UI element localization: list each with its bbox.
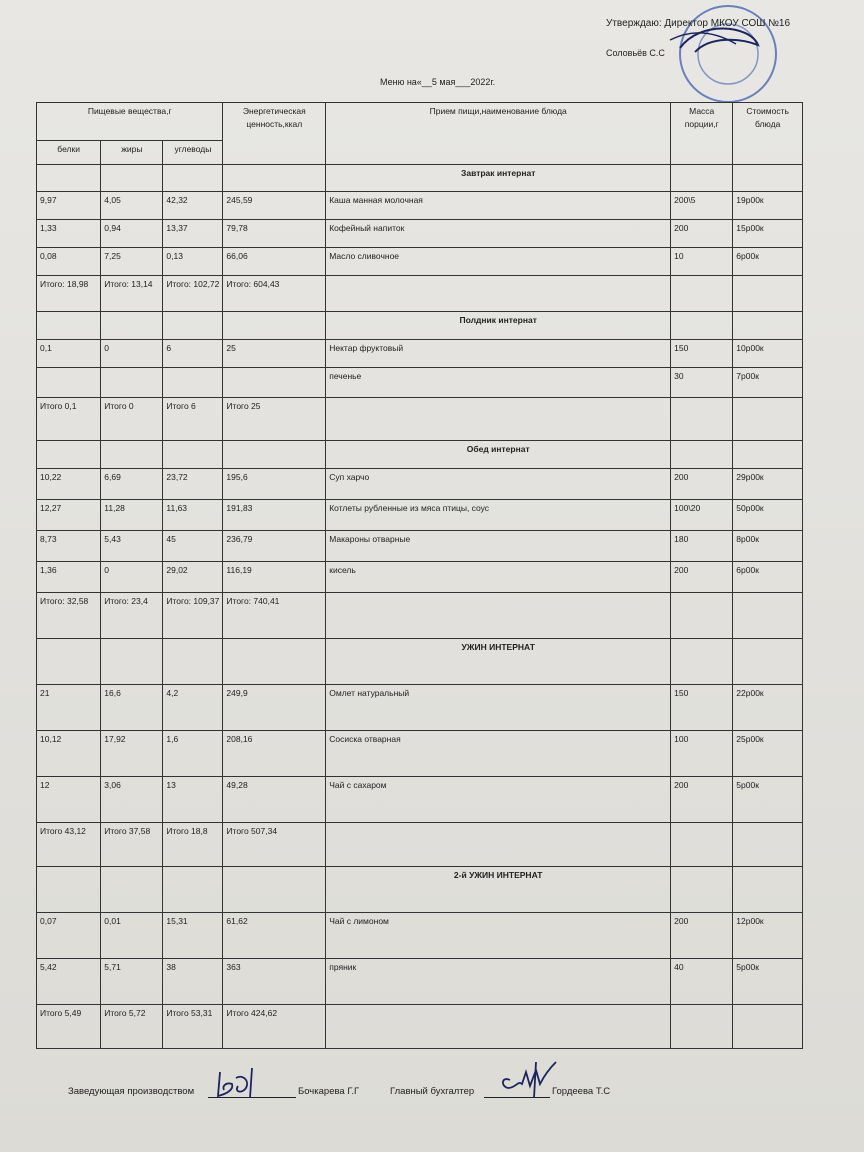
accountant-label: Главный бухгалтер <box>390 1086 475 1097</box>
total-row <box>37 276 803 312</box>
empty-cell <box>223 639 326 685</box>
table-row <box>37 731 803 777</box>
mass-cell: 200\5 <box>671 192 733 220</box>
menu-title: Меню на«__5 мая___2022г. <box>380 77 496 87</box>
dish-name-cell: Каша манная молочная <box>326 192 671 220</box>
dish-name-cell: Чай с сахаром <box>326 777 671 823</box>
empty-cell <box>37 441 101 469</box>
fats-cell: 5,43 <box>101 531 163 562</box>
empty-cell <box>163 639 223 685</box>
total-proteins-cell: Итого: 32,58 <box>37 593 101 639</box>
carbs-cell: 42,32 <box>163 192 223 220</box>
total-fats-cell: Итого: 13,14 <box>101 276 163 312</box>
table-row <box>37 685 803 731</box>
carbs-cell: 45 <box>163 531 223 562</box>
proteins-cell: 10,12 <box>37 731 101 777</box>
empty-cell <box>671 867 733 913</box>
total-proteins-cell: Итого 0,1 <box>37 398 101 441</box>
section-title: Завтрак интернат <box>326 165 671 192</box>
carbs-cell: 23,72 <box>163 469 223 500</box>
carbs-cell: 6 <box>163 340 223 368</box>
carbs-header: углеводы <box>163 141 223 165</box>
section-title-row <box>37 312 803 340</box>
empty-cell <box>733 398 803 441</box>
total-energy-cell: Итого 424,62 <box>223 1005 326 1049</box>
proteins-cell: 8,73 <box>37 531 101 562</box>
fats-cell: 0,01 <box>101 913 163 959</box>
total-energy-cell: Итого 25 <box>223 398 326 441</box>
empty-cell <box>733 312 803 340</box>
mass-cell: 10 <box>671 248 733 276</box>
total-fats-cell: Итого: 23,4 <box>101 593 163 639</box>
nutrients-header: Пищевые вещества,г <box>37 103 223 141</box>
empty-cell <box>101 441 163 469</box>
price-cell: 8р00к <box>733 531 803 562</box>
carbs-cell: 11,63 <box>163 500 223 531</box>
empty-cell <box>223 441 326 469</box>
section-title: Обед интернат <box>326 441 671 469</box>
mass-cell: 150 <box>671 685 733 731</box>
empty-cell <box>733 276 803 312</box>
fats-cell: 16,6 <box>101 685 163 731</box>
empty-cell <box>163 441 223 469</box>
mass-cell: 180 <box>671 531 733 562</box>
dish-name-cell: кисель <box>326 562 671 593</box>
energy-cell: 61,62 <box>223 913 326 959</box>
head-signature <box>212 1064 272 1104</box>
energy-cell: 116,19 <box>223 562 326 593</box>
empty-cell <box>671 823 733 867</box>
total-fats-cell: Итого 0 <box>101 398 163 441</box>
total-proteins-cell: Итого: 18,98 <box>37 276 101 312</box>
dish-name-cell: печенье <box>326 368 671 398</box>
price-cell: 6р00к <box>733 248 803 276</box>
fats-cell: 0 <box>101 340 163 368</box>
table-row <box>37 220 803 248</box>
empty-cell <box>733 867 803 913</box>
energy-cell: 66,06 <box>223 248 326 276</box>
empty-cell <box>326 1005 671 1049</box>
empty-cell <box>101 165 163 192</box>
proteins-cell <box>37 368 101 398</box>
energy-cell: 363 <box>223 959 326 1005</box>
empty-cell <box>733 441 803 469</box>
proteins-cell: 1,33 <box>37 220 101 248</box>
empty-cell <box>101 312 163 340</box>
dish-name-cell: Кофейный напиток <box>326 220 671 248</box>
mass-cell: 200 <box>671 777 733 823</box>
table-header-row <box>37 103 803 141</box>
section-title: Полдник интернат <box>326 312 671 340</box>
total-carbs-cell: Итого 53,31 <box>163 1005 223 1049</box>
total-fats-cell: Итого 5,72 <box>101 1005 163 1049</box>
mass-cell: 200 <box>671 913 733 959</box>
table-row <box>37 531 803 562</box>
empty-cell <box>671 276 733 312</box>
mass-header: Масса порции,г <box>671 103 733 165</box>
energy-cell: 245,59 <box>223 192 326 220</box>
price-cell: 10р00к <box>733 340 803 368</box>
section-title-row <box>37 441 803 469</box>
section-title: УЖИН ИНТЕРНАТ <box>326 639 671 685</box>
fats-cell: 7,25 <box>101 248 163 276</box>
proteins-cell: 0,08 <box>37 248 101 276</box>
dish-name-cell: Макароны отварные <box>326 531 671 562</box>
proteins-cell: 12 <box>37 777 101 823</box>
menu-table <box>36 102 803 1049</box>
section-title-row <box>37 867 803 913</box>
carbs-cell: 0,13 <box>163 248 223 276</box>
table-row <box>37 340 803 368</box>
dish-name-cell: Сосиска отварная <box>326 731 671 777</box>
table-row <box>37 959 803 1005</box>
accountant-name: Гордеева Т.С <box>552 1086 611 1097</box>
empty-cell <box>326 276 671 312</box>
empty-cell <box>101 639 163 685</box>
dish-name-cell: Суп харчо <box>326 469 671 500</box>
proteins-cell: 5,42 <box>37 959 101 1005</box>
director-name: Соловьёв С.С <box>606 48 665 58</box>
fats-cell: 11,28 <box>101 500 163 531</box>
carbs-cell: 38 <box>163 959 223 1005</box>
empty-cell <box>37 165 101 192</box>
empty-cell <box>163 867 223 913</box>
energy-cell: 208,16 <box>223 731 326 777</box>
table-row <box>37 562 803 593</box>
price-cell: 5р00к <box>733 777 803 823</box>
section-title: 2-й УЖИН ИНТЕРНАТ <box>326 867 671 913</box>
total-energy-cell: Итого: 740,41 <box>223 593 326 639</box>
mass-cell: 40 <box>671 959 733 1005</box>
total-proteins-cell: Итого 5,49 <box>37 1005 101 1049</box>
empty-cell <box>37 639 101 685</box>
dish-name-cell: Котлеты рубленные из мяса птицы, соус <box>326 500 671 531</box>
empty-cell <box>671 1005 733 1049</box>
fats-cell: 17,92 <box>101 731 163 777</box>
proteins-cell: 10,22 <box>37 469 101 500</box>
mass-cell: 200 <box>671 562 733 593</box>
energy-cell: 195,6 <box>223 469 326 500</box>
empty-cell <box>671 398 733 441</box>
empty-cell <box>37 867 101 913</box>
fats-cell: 5,71 <box>101 959 163 1005</box>
empty-cell <box>671 441 733 469</box>
mass-cell: 200 <box>671 220 733 248</box>
empty-cell <box>101 867 163 913</box>
mass-cell: 150 <box>671 340 733 368</box>
total-carbs-cell: Итого 6 <box>163 398 223 441</box>
fats-header: жиры <box>101 141 163 165</box>
proteins-cell: 12,27 <box>37 500 101 531</box>
table-row <box>37 368 803 398</box>
empty-cell <box>163 312 223 340</box>
empty-cell <box>733 639 803 685</box>
total-energy-cell: Итого: 604,43 <box>223 276 326 312</box>
price-cell: 19р00к <box>733 192 803 220</box>
table-row <box>37 192 803 220</box>
head-label: Заведующая производством <box>68 1086 195 1097</box>
empty-cell <box>733 1005 803 1049</box>
head-name: Бочкарева Г.Г <box>298 1086 360 1097</box>
empty-cell <box>223 312 326 340</box>
table-row <box>37 500 803 531</box>
carbs-cell: 1,6 <box>163 731 223 777</box>
empty-cell <box>223 867 326 913</box>
price-cell: 29р00к <box>733 469 803 500</box>
energy-cell: 25 <box>223 340 326 368</box>
empty-cell <box>37 312 101 340</box>
dish-name-cell: Нектар фруктовый <box>326 340 671 368</box>
empty-cell <box>326 823 671 867</box>
price-cell: 12р00к <box>733 913 803 959</box>
fats-cell <box>101 368 163 398</box>
mass-cell: 100\20 <box>671 500 733 531</box>
price-cell: 6р00к <box>733 562 803 593</box>
section-title-row <box>37 165 803 192</box>
empty-cell <box>671 593 733 639</box>
fats-cell: 0 <box>101 562 163 593</box>
table-row <box>37 248 803 276</box>
mass-cell: 30 <box>671 368 733 398</box>
energy-cell: 49,28 <box>223 777 326 823</box>
carbs-cell <box>163 368 223 398</box>
empty-cell <box>733 165 803 192</box>
empty-cell <box>223 165 326 192</box>
price-cell: 5р00к <box>733 959 803 1005</box>
price-cell: 15р00к <box>733 220 803 248</box>
price-cell: 7р00к <box>733 368 803 398</box>
fats-cell: 3,06 <box>101 777 163 823</box>
empty-cell <box>671 312 733 340</box>
empty-cell <box>671 639 733 685</box>
dish-name-cell: Омлет натуральный <box>326 685 671 731</box>
energy-cell: 79,78 <box>223 220 326 248</box>
proteins-cell: 0,07 <box>37 913 101 959</box>
energy-header: Энергетическая ценность,ккал <box>223 103 326 165</box>
total-carbs-cell: Итого 18,8 <box>163 823 223 867</box>
price-cell: 25р00к <box>733 731 803 777</box>
proteins-cell: 1,36 <box>37 562 101 593</box>
total-carbs-cell: Итого: 102,72 <box>163 276 223 312</box>
approval-text: Утверждаю: Директор МКОУ СОШ №16 <box>606 18 791 29</box>
energy-cell: 249,9 <box>223 685 326 731</box>
dish-name-cell: Масло сливочное <box>326 248 671 276</box>
price-cell: 50р00к <box>733 500 803 531</box>
empty-cell <box>326 593 671 639</box>
energy-cell <box>223 368 326 398</box>
total-energy-cell: Итого 507,34 <box>223 823 326 867</box>
carbs-cell: 13 <box>163 777 223 823</box>
carbs-cell: 4,2 <box>163 685 223 731</box>
section-title-row <box>37 639 803 685</box>
fats-cell: 6,69 <box>101 469 163 500</box>
total-row <box>37 823 803 867</box>
total-fats-cell: Итого 37,58 <box>101 823 163 867</box>
dish-name-cell: Чай с лимоном <box>326 913 671 959</box>
fats-cell: 0,94 <box>101 220 163 248</box>
empty-cell <box>326 398 671 441</box>
proteins-header: белки <box>37 141 101 165</box>
carbs-cell: 13,37 <box>163 220 223 248</box>
energy-cell: 236,79 <box>223 531 326 562</box>
mass-cell: 100 <box>671 731 733 777</box>
table-row <box>37 777 803 823</box>
dish-name-cell: пряник <box>326 959 671 1005</box>
empty-cell <box>163 165 223 192</box>
mass-cell: 200 <box>671 469 733 500</box>
price-cell: 22р00к <box>733 685 803 731</box>
empty-cell <box>733 593 803 639</box>
empty-cell <box>671 165 733 192</box>
proteins-cell: 0,1 <box>37 340 101 368</box>
total-row <box>37 1005 803 1049</box>
carbs-cell: 15,31 <box>163 913 223 959</box>
table-row <box>37 469 803 500</box>
empty-cell <box>733 823 803 867</box>
energy-cell: 191,83 <box>223 500 326 531</box>
dish-header: Прием пищи,наименование блюда <box>326 103 671 165</box>
proteins-cell: 21 <box>37 685 101 731</box>
proteins-cell: 9,97 <box>37 192 101 220</box>
total-carbs-cell: Итого: 109,37 <box>163 593 223 639</box>
total-proteins-cell: Итого 43,12 <box>37 823 101 867</box>
total-row <box>37 398 803 441</box>
price-header: Стоимость блюда <box>733 103 803 165</box>
table-row <box>37 913 803 959</box>
menu-table-body <box>37 103 803 1049</box>
fats-cell: 4,05 <box>101 192 163 220</box>
total-row <box>37 593 803 639</box>
carbs-cell: 29,02 <box>163 562 223 593</box>
